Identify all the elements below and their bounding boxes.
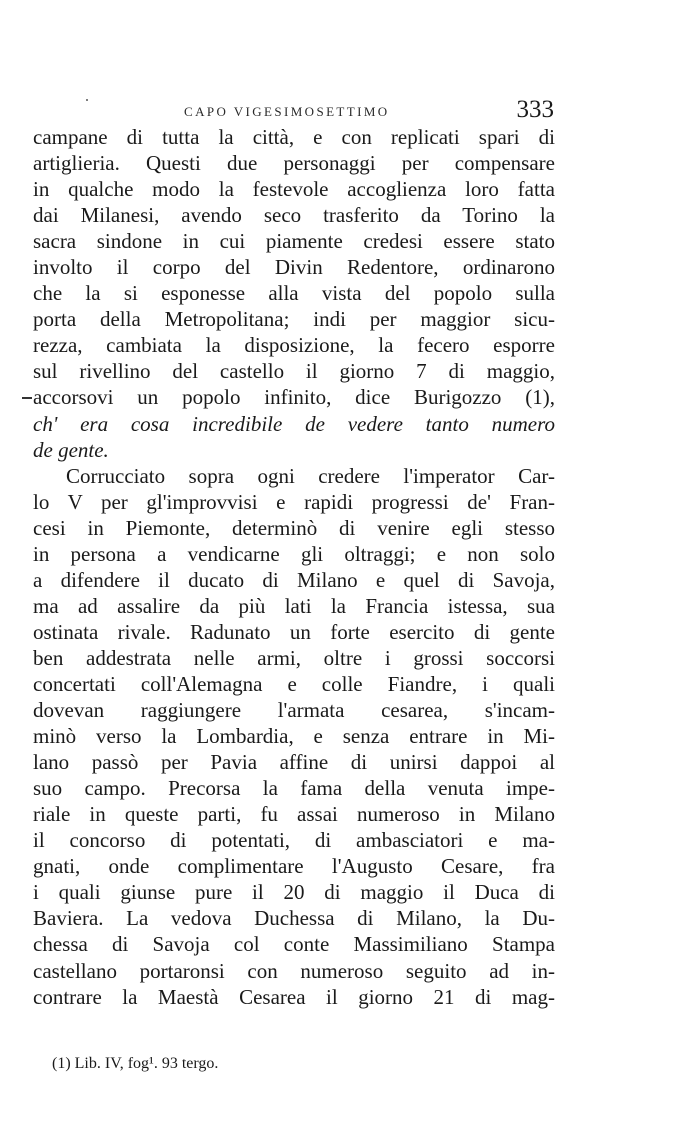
footnote: (1) Lib. IV, fog¹. 93 tergo.: [52, 1055, 219, 1072]
margin-mark: [22, 397, 32, 399]
text-line: sacra sindone in cui piamente credesi essere stato: [33, 229, 555, 254]
quoted-text-line: ch' era cosa incredibile de vedere tanto numero: [33, 411, 555, 436]
text-line: Baviera. La vedova Duchessa di Milano, la Du-: [33, 906, 555, 931]
text-line: a difendere il ducato di Milano e quel di Savoja,: [33, 567, 555, 592]
text-line: campane di tutta la città, e con replicati spari di: [33, 125, 555, 149]
text-line: castellano portaronsi con numeroso seguito ad in-: [33, 958, 555, 983]
text-line: ma ad assalire da più lati la Francia istessa, sua: [33, 593, 555, 618]
text-line: in qualche modo la festevole accoglienza loro fatta: [33, 177, 555, 202]
text-line: chessa di Savoja col conte Massimiliano Stampa: [33, 932, 555, 957]
text-line: porta della Metropolitana; indi per maggior sicu-: [33, 307, 555, 332]
text-line: artiglieria. Questi due personaggi per compensare: [33, 151, 555, 176]
quoted-text-line: de gente.: [33, 437, 109, 462]
text-line: i quali giunse pure il 20 di maggio il Duca di: [33, 880, 555, 905]
text-line: sul rivellino del castello il giorno 7 di maggio,: [33, 359, 555, 384]
paragraph-first-line: Corrucciato sopra ogni credere l'imperator Car-: [66, 463, 555, 488]
text-line: involto il corpo del Divin Redentore, ordinarono: [33, 255, 555, 280]
text-line: ben addestrata nelle armi, oltre i grossi soccorsi: [33, 645, 555, 670]
text-line: accorsovi un popolo infinito, dice Burigozzo (1),: [33, 385, 555, 410]
text-line: lo V per gl'improvvisi e rapidi progressi de' Fran-: [33, 489, 555, 514]
text-line: ostinata rivale. Radunato un forte esercito di gente: [33, 619, 555, 644]
text-line: che la si esponesse alla vista del popolo sulla: [33, 281, 555, 306]
text-line: lano passò per Pavia affine di unirsi dappoi al: [33, 750, 555, 775]
text-line: riale in queste parti, fu assai numeroso in Milano: [33, 802, 555, 827]
running-head: [34, 96, 554, 126]
text-line: suo campo. Precorsa la fama della venuta impe-: [33, 776, 555, 801]
running-title: CAPO VIGESIMOSETTIMO: [184, 104, 390, 119]
text-line: concertati coll'Alemagna e colle Fiandre, i quali: [33, 671, 555, 696]
text-line: dovevan raggiungere l'armata cesarea, s'incam-: [33, 698, 555, 723]
text-line: rezza, cambiata la disposizione, la fecero esporre: [33, 333, 555, 358]
text-line: dai Milanesi, avendo seco trasferito da Torino la: [33, 203, 555, 228]
text-line: gnati, onde complimentare l'Augusto Cesare, fra: [33, 854, 555, 879]
text-line: il concorso di potentati, di ambasciatori e ma-: [33, 828, 555, 853]
body-text: [33, 124, 555, 1010]
text-line: contrare la Maestà Cesarea il giorno 21 di mag-: [33, 984, 555, 1009]
page-number: 333: [516, 96, 554, 123]
text-line: minò verso la Lombardia, e senza entrare in Mi-: [33, 724, 555, 749]
text-line: cesi in Piemonte, determinò di venire egli stesso: [33, 515, 555, 540]
text-line: in persona a vendicarne gli oltraggi; e non solo: [33, 541, 555, 566]
